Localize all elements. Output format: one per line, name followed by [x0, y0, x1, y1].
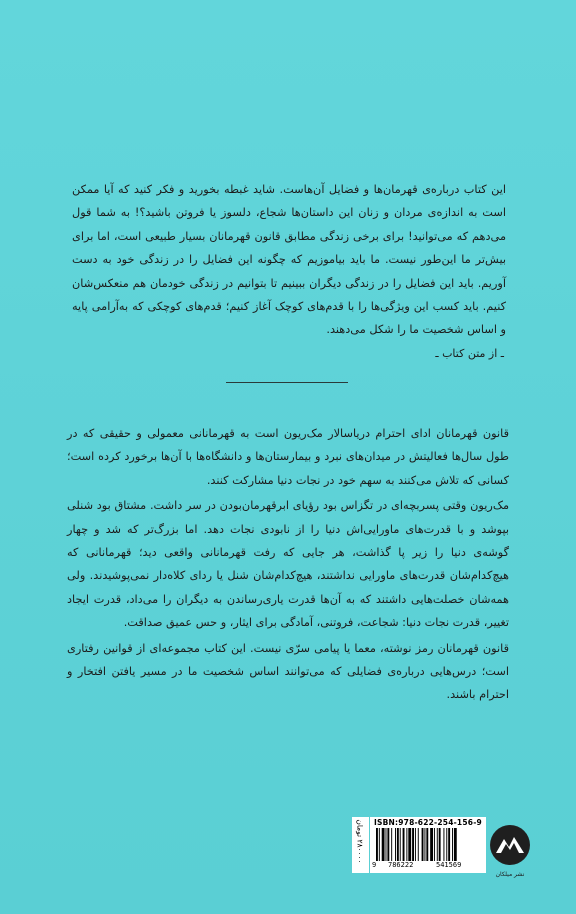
mountain-logo-icon: [490, 825, 530, 865]
barcode-box: [370, 817, 486, 873]
blurb-source: ـ از متن کتاب ـ: [435, 347, 504, 360]
description-paragraph-3: قانون قهرمانان رمز نوشته، معما یا پیامی سرّی نیست. این کتاب مجموعه‌ای از قوانین رفتاری است؛ درس‌هایی درباره‌ی فضایلی که می‌توانند اساس شخصیت ما در مسیر یافتن افتخار و احترام باشند.: [67, 641, 509, 702]
isbn-label: ISBN:978-622-254-156-9: [374, 818, 482, 827]
description-section: [67, 422, 509, 709]
price-label: ۲۸۰۰۰۰ تومان: [355, 819, 365, 864]
blurb-section: [72, 178, 506, 342]
description-paragraph-1: قانون قهرمانان ادای احترام دریاسالار مک‌ریون است به قهرمانانی معمولی و حقیقی که در طول سال‌ها فعالیتش در میدان‌های نبرد و بیمارستان‌ها و دانشگاه‌ها با آن‌ها برخورد کرده است؛ کسانی که تلاش می‌کنند به سهم خود در نجات دنیا مشارکت کنند.: [67, 427, 509, 487]
barcode-digits-left: 786222: [388, 861, 414, 869]
section-divider: [226, 382, 348, 383]
barcode-digits-right: 541569: [436, 861, 462, 869]
blurb-paragraph: این کتاب درباره‌ی قهرمان‌ها و فضایل آن‌هاست. شاید غبطه بخورید و فکر کنید که آیا ممکن است به اندازه‌ی مردان و زنان این داستان‌ها شجاع، دلسوز یا فروتن باشید؟! به شما قول می‌دهم که می‌توانید! برای برخی زندگی مطابق قانون قهرمانان بسیار طبیعی است، اما برای بیش‌تر ما این‌طور نیست. ما باید بیاموزیم که چگونه این فضایل را در زندگی خود به دست آوریم. باید این فضایل را در زندگی دیگران ببینیم تا بتوانیم در زندگی خودمان هم منعکس‌شان کنیم. باید کسب این ویژگی‌ها را با قدم‌های کوچک آغاز کنیم؛ قدم‌های کوچکی که به‌آرامی پایه و اساس شخصیت ما را شکل می‌دهند.: [72, 183, 506, 337]
barcode-bars: [374, 828, 482, 861]
description-paragraph-2: مک‌ریون وقتی پسربچه‌ای در تگزاس بود رؤیای ابرقهرمان‌بودن در سر داشت. مشتاق بود شنلی بپوشد و با قدرت‌های ماورایی‌اش دنیا را از نابودی نجات دهد. اما بزرگ‌تر که شد و چهار گوشه‌ی دنیا را زیر پا گذاشت، هر جایی که رفت قهرمانانی واقعی دید؛ قهرمانانی که هیچ‌کدام‌شان قدرت‌های ماورایی نداشتند، هیچ‌کدام‌شان شنل یا ردای کلاه‌دار نمی‌پوشیدند. ولی همه‌شان خصلت‌هایی داشتند که به آن‌ها قدرت یاری‌رساندن به دیگران را می‌داد، قدرت ایجاد تغییر، قدرت نجات دنیا: شجاعت، فروتنی، آمادگی برای ایثار، و حس عمیق صداقت.: [67, 499, 509, 630]
barcode-digit-lead: 9: [372, 861, 377, 869]
price-box: [352, 817, 369, 873]
publisher-name: نشر میلکان: [495, 871, 525, 878]
